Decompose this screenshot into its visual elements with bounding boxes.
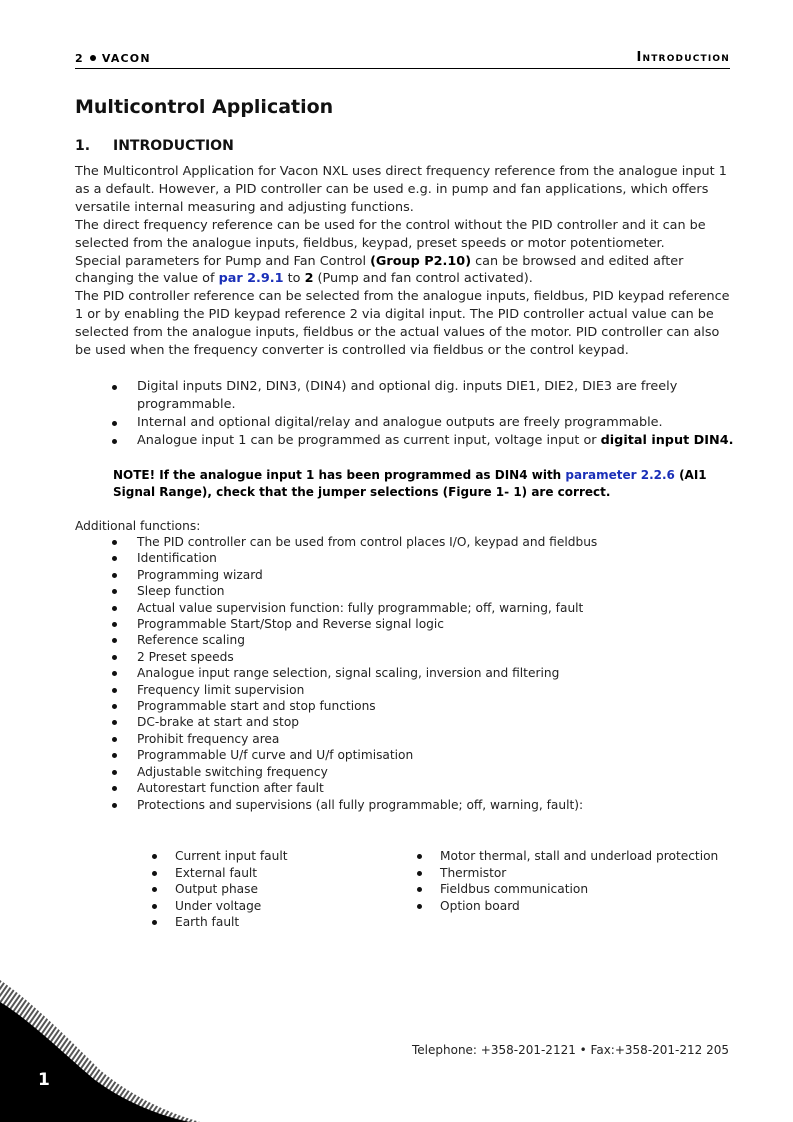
list-item: Programmable Start/Stop and Reverse signal logic	[137, 616, 735, 632]
feature-bullets	[75, 378, 735, 450]
list-item: The PID controller can be used from control places I/O, keypad and fieldbus	[137, 534, 735, 550]
list-item: Identification	[137, 550, 735, 566]
list-item: Sleep function	[137, 583, 735, 599]
body-text	[75, 163, 735, 813]
list-item: Programmable U/f curve and U/f optimisation	[137, 747, 735, 763]
intro-paragraph-2: The direct frequency reference can be used for the control without the PID controller and it can be selected from the analogue inputs, fieldbus, keypad, preset speeds or motor potentiometer.	[75, 217, 706, 251]
header-brand: VACON	[101, 52, 151, 65]
list-item: Motor thermal, stall and underload protection	[440, 849, 719, 863]
protections-left-list	[175, 848, 288, 931]
header-page-number: 2	[75, 52, 84, 65]
header-section: Introduction	[636, 50, 730, 65]
section-number: 1.	[75, 138, 91, 154]
protections-right-list	[440, 848, 718, 914]
list-item: 2 Preset speeds	[137, 649, 735, 665]
p3-text-a: Special parameters for Pump and Fan Control	[75, 253, 371, 269]
corner-decoration	[0, 980, 200, 1122]
list-item: Autorestart function after fault	[137, 780, 735, 796]
parameter-2-2-6-link[interactable]: parameter 2.2.6	[565, 467, 675, 482]
list-item: Programming wizard	[137, 567, 735, 583]
list-item: Frequency limit supervision	[137, 682, 735, 698]
page-title: Multicontrol Application	[75, 96, 334, 118]
group-reference: (Group P2.10)	[370, 253, 472, 269]
list-item: Analogue input range selection, signal scaling, inversion and filtering	[137, 665, 735, 681]
list-item: Protections and supervisions (all fully programmable; off, warning, fault):	[137, 797, 735, 813]
p3-text-b: can be browsed and edited after changing the value of	[75, 253, 684, 287]
note-text-a: NOTE! If the analogue input 1 has been programmed as DIN4 with	[113, 467, 566, 482]
list-item: Thermistor	[440, 865, 718, 882]
intro-paragraph-4: The PID controller reference can be selected from the analogue inputs, fieldbus, PID keypad reference 1 or by enabling the PID keypad reference 2 via digital input. The PID controller actual value can be selected from the analogue inputs, fieldbus or the actual values of the motor. PID controller can also be used when the frequency converter is controlled via fieldbus or the control keypad.	[75, 289, 730, 359]
additional-functions-title: Additional functions:	[75, 518, 201, 533]
additional-functions-list	[75, 534, 735, 813]
p3-text-d: (Pump and fan control activated).	[313, 271, 533, 287]
list-item: Option board	[440, 898, 718, 915]
intro-paragraph-3	[75, 253, 735, 289]
bullet-dot-icon	[90, 55, 96, 61]
list-item: Earth fault	[175, 914, 288, 931]
intro-paragraph-1: The Multicontrol Application for Vacon NXL uses direct frequency reference from the analogue input 1 as a default. However, a PID controller can be used e.g. in pump and fan applications, which offers versatile internal measuring and adjusting functions.	[75, 164, 727, 215]
note-block	[113, 467, 723, 501]
list-item: DC-brake at start and stop	[137, 714, 735, 730]
list-item	[137, 432, 735, 450]
section-title: INTRODUCTION	[113, 138, 234, 154]
section-heading	[75, 138, 234, 154]
footer-contact: Telephone: +358-201-2121 • Fax:+358-201-212 205	[411, 1043, 729, 1057]
list-item: Actual value supervision function: fully programmable; off, warning, fault	[137, 600, 735, 616]
page-header	[75, 50, 730, 69]
note-text-b: (AI1 Signal Range), check that the jumper selections (Figure 1- 1) are correct.	[113, 467, 707, 499]
b3-text-b: digital input DIN4.	[600, 432, 734, 448]
list-item: Digital inputs DIN2, DIN3, (DIN4) and optional dig. inputs DIE1, DIE2, DIE3 are freely programmable.	[137, 378, 735, 414]
list-item: External fault	[175, 865, 288, 882]
p3-value: 2	[304, 271, 314, 287]
list-item: Reference scaling	[137, 632, 735, 648]
par-2-9-1-link[interactable]: par 2.9.1	[218, 271, 284, 287]
list-item: Programmable start and stop functions	[137, 698, 735, 714]
p3-text-c: to	[283, 271, 305, 287]
list-item: Current input fault	[175, 849, 288, 863]
b3-text-a: Analogue input 1 can be programmed as current input, voltage input or	[137, 432, 601, 448]
list-item: Prohibit frequency area	[137, 731, 735, 747]
list-item: Output phase	[175, 881, 288, 898]
list-item: Fieldbus communication	[440, 881, 718, 898]
list-item: Adjustable switching frequency	[137, 764, 735, 780]
list-item: Internal and optional digital/relay and analogue outputs are freely programmable.	[137, 414, 735, 432]
header-left	[75, 52, 151, 65]
list-item: Under voltage	[175, 898, 288, 915]
footer-page-number: 1	[38, 1070, 50, 1090]
